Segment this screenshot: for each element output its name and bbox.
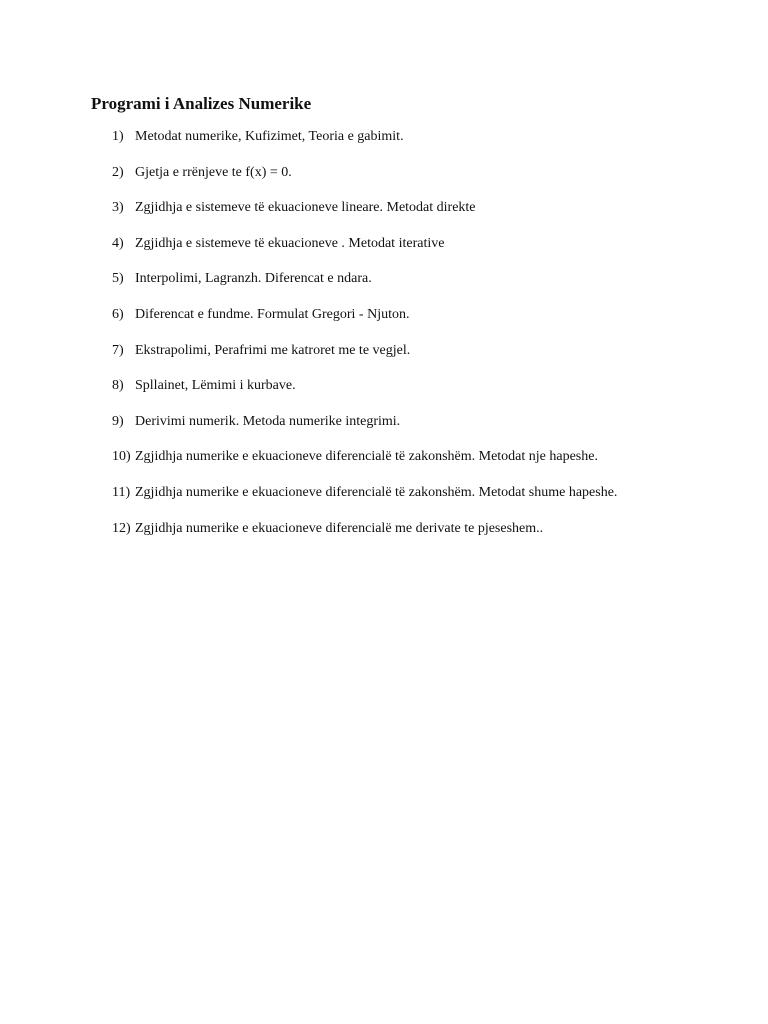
- list-item-text: Gjetja e rrënjeve te f(x) = 0.: [135, 164, 292, 180]
- list-item: [0, 127, 768, 163]
- list-item: [0, 376, 768, 412]
- list-item-number: 1): [112, 129, 124, 144]
- list-item-number: 9): [112, 413, 124, 429]
- list-item-text: Spllainet, Lëmimi i kurbave.: [135, 378, 296, 394]
- topic-list: [0, 127, 768, 554]
- list-item-text: Diferencat e fundme. Formulat Gregori - Njuton.: [135, 306, 410, 322]
- list-item-text: Zgjidhja e sistemeve të ekuacioneve lineare. Metodat direkte: [135, 200, 476, 216]
- list-item-text: Derivimi numerik. Metoda numerike integrimi.: [135, 413, 401, 429]
- list-item: [0, 305, 768, 341]
- list-item-number: 4): [112, 235, 124, 251]
- list-item: [0, 198, 768, 234]
- list-item: [0, 447, 768, 483]
- list-item: [0, 234, 768, 270]
- list-item-text: Interpolimi, Lagranzh. Diferencat e ndara.: [135, 271, 372, 287]
- list-item-text: Zgjidhja numerike e ekuacioneve diferencialë të zakonshëm. Metodat nje hapeshe.: [135, 449, 598, 465]
- document-title: Programi i Analizes Numerike: [91, 94, 312, 113]
- list-item-number: 8): [112, 378, 124, 394]
- list-item-number: 11): [112, 484, 131, 500]
- list-item-number: 5): [112, 271, 124, 287]
- list-item-text: Zgjidhja numerike e ekuacioneve diferencialë të zakonshëm. Metodat shume hapeshe.: [135, 484, 618, 500]
- list-item: [0, 412, 768, 448]
- list-item: [0, 163, 768, 199]
- list-item-number: 10): [112, 449, 131, 465]
- list-item: [0, 341, 768, 377]
- list-item-number: 6): [112, 306, 124, 322]
- list-item: [0, 269, 768, 305]
- list-item-text: Zgjidhja numerike e ekuacioneve diferencialë me derivate te pjeseshem..: [135, 520, 544, 536]
- list-item: [0, 483, 768, 519]
- list-item-text: Zgjidhja e sistemeve të ekuacioneve . Metodat iterative: [135, 235, 445, 251]
- list-item-number: 12): [112, 520, 131, 536]
- list-item-text: Ekstrapolimi, Perafrimi me katroret me te vegjel.: [135, 342, 411, 358]
- list-item: [0, 519, 768, 555]
- list-item-text: Metodat numerike, Kufizimet, Teoria e gabimit.: [135, 129, 404, 144]
- list-item-number: 2): [112, 164, 124, 180]
- list-item-number: 7): [112, 342, 124, 358]
- list-item-number: 3): [112, 200, 124, 216]
